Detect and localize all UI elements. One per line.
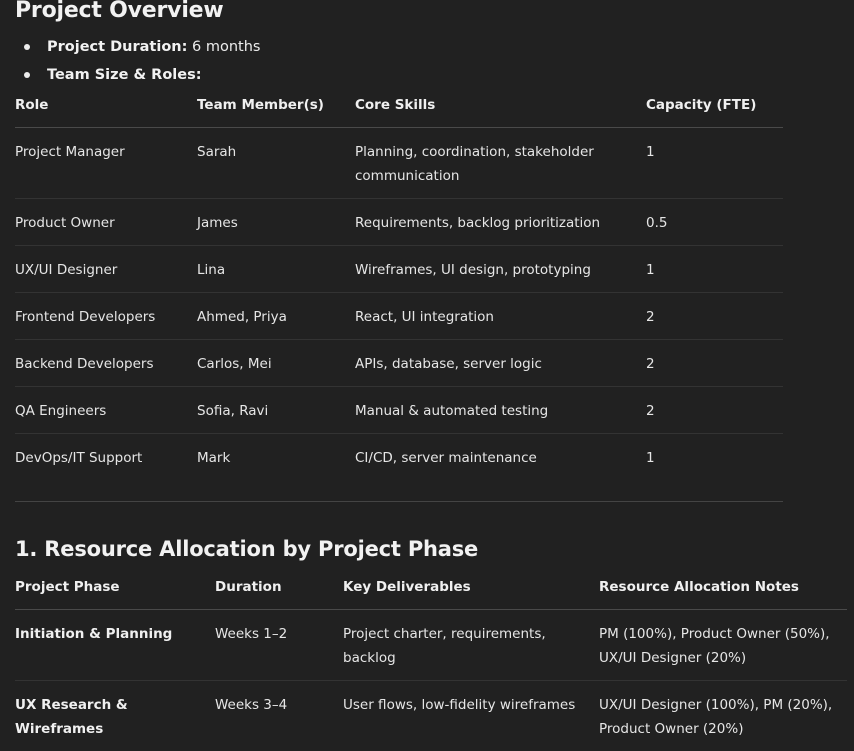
allocation-heading: 1. Resource Allocation by Project Phase bbox=[15, 534, 478, 564]
member-cell: Ahmed, Priya bbox=[197, 293, 355, 340]
resource-allocation-table bbox=[15, 577, 847, 751]
member-cell: Lina bbox=[197, 246, 355, 293]
table-row bbox=[15, 340, 783, 387]
column-header-duration: Duration bbox=[215, 577, 343, 610]
role-cell: Backend Developers bbox=[15, 340, 197, 387]
overview-heading: Project Overview bbox=[15, 0, 224, 26]
capacity-cell: 1 bbox=[646, 128, 783, 199]
phase-cell: Initiation & Planning bbox=[15, 610, 215, 681]
duration-value: 6 months bbox=[187, 39, 260, 55]
column-header-project-phase: Project Phase bbox=[15, 577, 215, 610]
capacity-cell: 0.5 bbox=[646, 199, 783, 246]
team-roles-table bbox=[15, 95, 783, 480]
capacity-cell: 2 bbox=[646, 340, 783, 387]
table-row bbox=[15, 246, 783, 293]
table-row bbox=[15, 199, 783, 246]
capacity-cell: 1 bbox=[646, 434, 783, 481]
column-header-capacity: Capacity (FTE) bbox=[646, 95, 783, 128]
skills-cell: Wireframes, UI design, prototyping bbox=[355, 246, 646, 293]
team-size-label: Team Size & Roles: bbox=[47, 67, 202, 83]
table-row bbox=[15, 434, 783, 481]
section-divider bbox=[15, 501, 783, 502]
column-header-core-skills: Core Skills bbox=[355, 95, 646, 128]
column-header-allocation-notes: Resource Allocation Notes bbox=[599, 577, 847, 610]
role-cell: Project Manager bbox=[15, 128, 197, 199]
skills-cell: Planning, coordination, stakeholder communication bbox=[355, 128, 646, 199]
list-item-team-size bbox=[15, 64, 260, 92]
table-row bbox=[15, 387, 783, 434]
member-cell: James bbox=[197, 199, 355, 246]
capacity-cell: 1 bbox=[646, 246, 783, 293]
capacity-cell: 2 bbox=[646, 387, 783, 434]
role-cell: DevOps/IT Support bbox=[15, 434, 197, 481]
phase-cell: UX Research & Wireframes bbox=[15, 681, 215, 751]
duration-label: Project Duration: bbox=[47, 39, 187, 55]
role-cell: UX/UI Designer bbox=[15, 246, 197, 293]
table-header-row bbox=[15, 95, 783, 128]
allocation-notes-cell: UX/UI Designer (100%), PM (20%), Product Owner (20%) bbox=[599, 681, 847, 751]
member-cell: Mark bbox=[197, 434, 355, 481]
column-header-role: Role bbox=[15, 95, 197, 128]
bullet-icon bbox=[24, 72, 30, 78]
allocation-notes-cell: PM (100%), Product Owner (50%), UX/UI Designer (20%) bbox=[599, 610, 847, 681]
capacity-cell: 2 bbox=[646, 293, 783, 340]
member-cell: Sarah bbox=[197, 128, 355, 199]
duration-cell: Weeks 1–2 bbox=[215, 610, 343, 681]
skills-cell: Manual & automated testing bbox=[355, 387, 646, 434]
table-row bbox=[15, 681, 847, 751]
column-header-team-members: Team Member(s) bbox=[197, 95, 355, 128]
deliverables-cell: User flows, low-fidelity wireframes bbox=[343, 681, 599, 751]
table-row bbox=[15, 128, 783, 199]
table-row bbox=[15, 293, 783, 340]
duration-cell: Weeks 3–4 bbox=[215, 681, 343, 751]
role-cell: Product Owner bbox=[15, 199, 197, 246]
table-row bbox=[15, 610, 847, 681]
role-cell: QA Engineers bbox=[15, 387, 197, 434]
table-header-row bbox=[15, 577, 847, 610]
list-item-duration bbox=[15, 36, 260, 64]
column-header-key-deliverables: Key Deliverables bbox=[343, 577, 599, 610]
skills-cell: APIs, database, server logic bbox=[355, 340, 646, 387]
bullet-icon bbox=[24, 44, 30, 50]
overview-list bbox=[15, 36, 260, 92]
role-cell: Frontend Developers bbox=[15, 293, 197, 340]
member-cell: Carlos, Mei bbox=[197, 340, 355, 387]
skills-cell: CI/CD, server maintenance bbox=[355, 434, 646, 481]
skills-cell: React, UI integration bbox=[355, 293, 646, 340]
skills-cell: Requirements, backlog prioritization bbox=[355, 199, 646, 246]
deliverables-cell: Project charter, requirements, backlog bbox=[343, 610, 599, 681]
member-cell: Sofia, Ravi bbox=[197, 387, 355, 434]
